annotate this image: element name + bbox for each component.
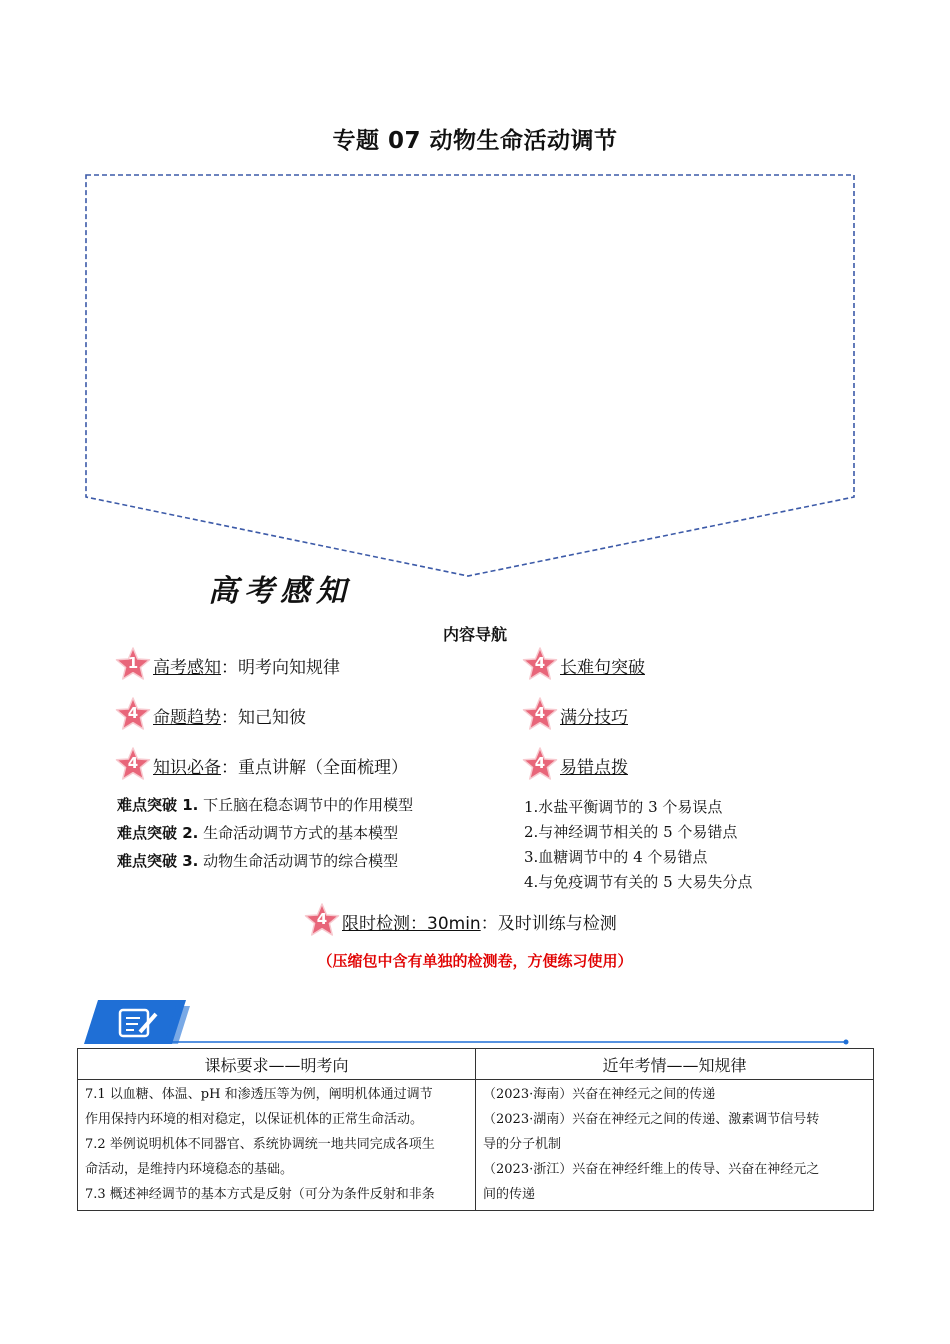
curriculum-requirements-cell: 7.1 以血糖、体温、pH 和渗透压等为例，阐明机体通过调节 作用保持内环境的相对稳定，以保证机体的正常生命活动。 7.2 举例说明机体不同器官、系统协调统一地共同完成各项生 命活动，是维持内环境稳态的基础。 7.3 概述神经调节的基本方式是反射（可分为条件反射和非条 xyxy=(78,1080,476,1211)
notepad-pencil-icon xyxy=(80,998,860,1048)
list-item[interactable]: 难点突破 3. 动物生命活动调节的综合模型 xyxy=(117,852,399,870)
nav-item-desc: ：知己知彼 xyxy=(221,707,306,728)
document-title: 专题 07 动物生命活动调节 xyxy=(332,128,618,154)
nav-item-timed-test[interactable] xyxy=(304,903,617,939)
nav-item-skills[interactable] xyxy=(522,697,628,733)
nav-item-desc: ：明考向知规律 xyxy=(221,657,340,678)
recent-exams-cell: （2023·海南）兴奋在神经元之间的传递 （2023·湖南）兴奋在神经元之间的传递、激素调节信号转 导的分子机制 （2023·浙江）兴奋在神经纤维上的传导、兴奋在神经元之 间的传递 xyxy=(476,1080,874,1211)
star-badge-icon: 4 xyxy=(115,697,151,733)
nav-item-long-sentence[interactable] xyxy=(522,647,645,683)
nav-item-errors[interactable] xyxy=(522,747,628,783)
nav-item-gaokao[interactable] xyxy=(115,647,340,683)
summary-frame xyxy=(0,0,950,600)
nav-title: 内容导航 xyxy=(442,625,507,644)
list-item[interactable]: 难点突破 2. 生命活动调节方式的基本模型 xyxy=(117,824,399,842)
section-title: 高考感知 xyxy=(208,574,352,609)
list-item[interactable]: 难点突破 1. 下丘脑在稳态调节中的作用模型 xyxy=(117,796,414,814)
nav-item-label: 长难句突破 xyxy=(560,657,645,678)
download-note: （压缩包中含有单独的检测卷，方便练习使用） xyxy=(317,952,633,970)
list-item[interactable]: 3.血糖调节中的 4 个易错点 xyxy=(524,848,708,866)
list-item[interactable]: 4.与免疫调节有关的 5 大易失分点 xyxy=(524,873,753,891)
requirements-table xyxy=(77,1048,874,1211)
nav-item-label: 高考感知 xyxy=(153,657,221,678)
nav-item-desc: ：及时训练与检测 xyxy=(480,913,617,934)
nav-item-label: 满分技巧 xyxy=(560,707,628,728)
nav-item-label: 知识必备 xyxy=(153,757,221,778)
nav-item-label: 命题趋势 xyxy=(153,707,221,728)
nav-item-knowledge[interactable] xyxy=(115,747,408,783)
table-header: 课标要求——明考向 xyxy=(78,1049,476,1080)
star-badge-icon: 4 xyxy=(304,903,340,939)
error-points-list xyxy=(524,795,752,895)
nav-item-trend[interactable] xyxy=(115,697,306,733)
table-header: 近年考情——知规律 xyxy=(476,1049,874,1080)
nav-item-desc: ：重点讲解（全面梳理） xyxy=(221,757,408,778)
star-badge-icon: 4 xyxy=(115,747,151,783)
star-badge-icon: 4 xyxy=(522,747,558,783)
list-item[interactable]: 1.水盐平衡调节的 3 个易误点 xyxy=(524,798,723,816)
nav-item-label: 限时检测：30min xyxy=(342,913,481,934)
star-badge-icon: 4 xyxy=(522,697,558,733)
list-item[interactable]: 2.与神经调节相关的 5 个易错点 xyxy=(524,823,738,841)
breakthrough-list xyxy=(117,791,413,875)
nav-item-label: 易错点拨 xyxy=(560,757,628,778)
star-badge-icon: 1 xyxy=(115,647,151,683)
star-badge-icon: 4 xyxy=(522,647,558,683)
